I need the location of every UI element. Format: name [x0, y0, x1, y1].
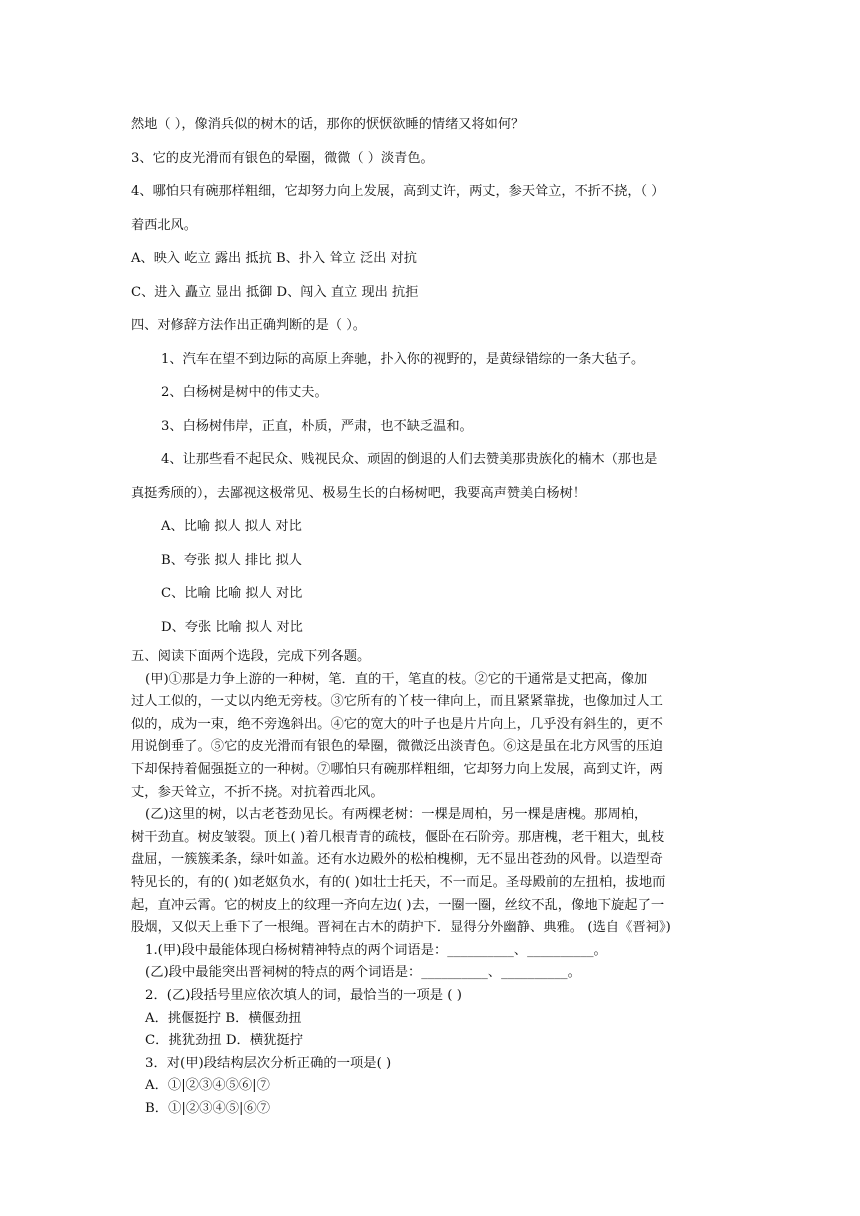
question-item: 4、让那些看不起民众、贱视民众、顽固的倒退的人们去赞美那贵族化的楠木（那也是 [161, 452, 658, 467]
passage-jia [131, 669, 741, 805]
sub-question: 2．(乙)段括号里应依次填人的词，最恰当的一项是 ( ) [145, 987, 462, 1003]
sub-question: 1.(甲)段中最能体现白杨树精神特点的两个词语是：__________、__________。 [145, 942, 607, 958]
sub-question: (乙)段中最能突出晋祠树的特点的两个词语是：__________、__________。 [145, 965, 581, 981]
passage-line: 起，直冲云霄。它的树皮上的纹理一齐向左边( )去，一圈一圈，丝纹不乱，像地下旋起了一 [131, 897, 665, 913]
answer-option: B、夸张 拟人 排比 拟人 [161, 552, 302, 568]
passage-line: 树干劲直。树皮皱裂。顶上( )着几根青青的疏枝，偃卧在石阶旁。那唐槐，老干粗大，虬枝 [131, 829, 665, 845]
passage-line: 丈，参天耸立，不折不挠。对抗着西北风。 [131, 784, 384, 800]
sub-questions [131, 940, 741, 1121]
passage-line: 下却保持着倔强挺立的一种树。⑦哪怕只有碗那样粗细，它却努力向上发展，高到丈许，两 [131, 761, 663, 777]
answer-option: B．①|②③④⑤|⑥⑦ [145, 1100, 271, 1116]
option-line: C、进入 矗立 显出 抵御 D、闯入 直立 现出 抗拒 [131, 284, 419, 300]
passage-line: 特见长的，有的( )如老妪负水，有的( )如壮士托天，不一而足。圣母殿前的左扭柏，拔地而 [131, 874, 666, 890]
passage-line: 似的，成为一束，绝不旁逸斜出。④它的宽大的叶子也是片片向上，几乎没有斜生的，更不 [131, 716, 663, 732]
answer-option: C、比喻 比喻 拟人 对比 [161, 586, 303, 601]
question-item: 3、白杨树伟岸，正直，朴质，严肃，也不缺乏温和。 [161, 418, 473, 434]
option-line: A、映入 屹立 露出 抵抗 B、扑入 耸立 泛出 对抗 [131, 251, 417, 266]
passage-line: 用说倒垂了。⑤它的皮光滑而有银色的晕圈，微微泛出淡青色。⑥这是虽在北方风雪的压迫 [131, 739, 663, 755]
question4-section [131, 309, 741, 644]
passage-line: 盘屈，一簇簇柔条，绿叶如盖。还有水边殿外的松柏槐柳，无不显出苍劲的风骨。以造型奇 [131, 852, 663, 868]
passage-line: (甲)①那是力争上游的一种树，笔．直的干，笔直的枝。②它的干通常是丈把高，像加 [145, 671, 648, 687]
question-item: 2、白杨树是树中的伟丈夫。 [161, 385, 328, 400]
text-line: 4、哪怕只有碗那样粗细，它却努力向上发展，高到丈许，两丈，参天耸立，不折不挠，（ ） [131, 184, 665, 199]
sub-question: 3．对(甲)段结构层次分析正确的一项是( ) [145, 1055, 392, 1071]
question3-options-block [131, 108, 741, 309]
text-line: 3、它的皮光滑而有银色的晕圈，微微（ ）淡青色。 [131, 150, 434, 166]
question-item: 1、汽车在望不到边际的高原上奔驰，扑入你的视野的，是黄绿错综的一条大毡子。 [161, 351, 645, 367]
passage-line: 过人工似的，一丈以内绝无旁枝。③它所有的丫枝一律向上，而且紧紧靠拢，也像加过人工 [131, 694, 663, 710]
document-page [131, 108, 741, 1120]
answer-option: C．挑犹劲扭 D．横犹挺拧 [145, 1033, 304, 1049]
question-title: 五、阅读下面两个选段，完成下列各题。 [131, 649, 371, 664]
text-line: 然地（ ），像消兵似的树木的话，那你的恹恹欲睡的情绪又将如何？ [131, 117, 525, 132]
passage-line: (乙)这里的树，以古老苍劲见长。有两棵老树：一棵是周柏，另一棵是唐槐。那周柏， [145, 807, 648, 823]
answer-option: A．挑偃挺拧 B．横偃劲扭 [145, 1010, 302, 1026]
passage-yi [131, 804, 741, 940]
question-item-continuation: 真挺秀颀的），去鄙视这极常见、极易生长的白杨树吧，我要高声赞美白杨树！ [131, 485, 586, 501]
question5-section [131, 646, 741, 1120]
answer-option: D、夸张 比喻 拟人 对比 [161, 619, 303, 635]
answer-option: A、比喻 拟人 拟人 对比 [161, 519, 302, 534]
question-title: 四、对修辞方法作出正确判断的是（ ）。 [131, 318, 366, 333]
text-line: 着西北风。 [131, 217, 197, 233]
passage-line: 股烟，又似天上垂下了一根绳。晋祠在古木的荫护下．显得分外幽静、典雅。 (选自《晋祠》) [131, 920, 671, 936]
answer-option: A．①|②③④⑤⑥|⑦ [145, 1078, 270, 1094]
